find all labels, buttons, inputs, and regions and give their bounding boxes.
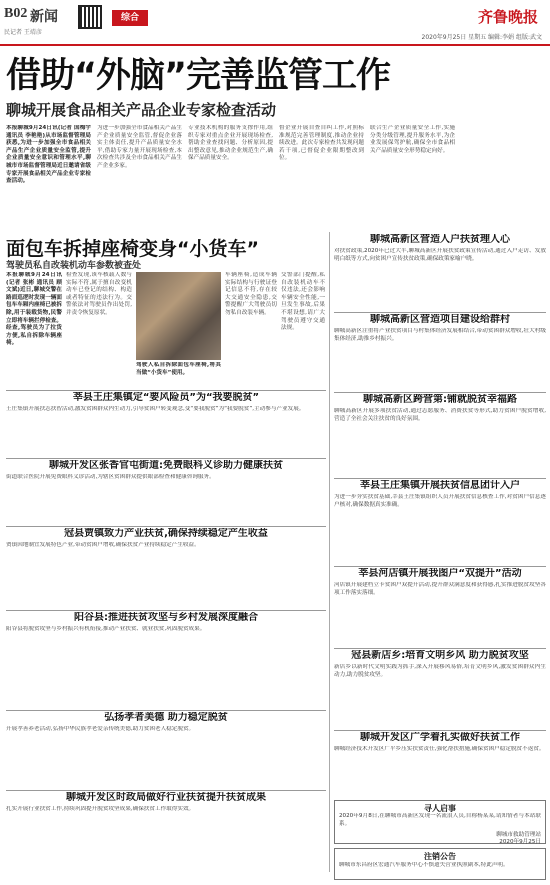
left-b-title: 聊城开发区张香官屯街道:免费眼科义诊助力健康扶贫 xyxy=(49,460,283,471)
ad-box xyxy=(334,800,546,844)
story2-subheadline: 驾驶员私自改装机动车参数被查处 xyxy=(6,261,142,271)
qr-code-icon xyxy=(78,5,102,29)
lead-headline: 借助“外脑”完善监管工作 xyxy=(6,56,391,96)
lead-col-4: 督企业开展自查自纠工作,对照标准规范完善管理制度,推动企业持续改进。此次专家检查共发现问题若干项,已督促企业限期整改到位。 xyxy=(279,125,364,162)
left-b-text: 街道联合医院开展免费眼科义诊活动,为辖区贫困群众提供眼部检查和健康咨询服务。 xyxy=(6,474,215,480)
right-divider-c xyxy=(334,478,546,479)
lead-col-1: 本报聊城9月24日讯(记者 国梅宇 通讯员 李艳艳)从市场监督管理局获悉,为进一步加强全市食品相关产品生产企业质量安全监管,提升企业质量安全意识和管理水平,聊城市市场监督管理局近日邀请省级专家开展食品相关产品企业专家检查活动。 xyxy=(6,125,91,185)
notice-box xyxy=(334,848,546,880)
right-c-text: 聊城高新区开展多项扶贫活动,通过志愿服务、消费扶贫等形式,助力贫困户脱贫增收,营造了全社会关注扶贫的良好氛围。 xyxy=(334,408,546,422)
section-tag-label: 综合 xyxy=(120,13,139,23)
notice-title: 注销公告 xyxy=(424,852,456,861)
left-divider-d xyxy=(6,710,326,711)
story2-photo xyxy=(136,272,221,360)
lead-subheadline: 聊城开展食品相关产品企业专家检查活动 xyxy=(6,101,277,119)
left-c-title: 冠县贾镇致力产业扶贫,确保持续稳定产生收益 xyxy=(64,528,268,539)
ad-date: 2020年9月25日 xyxy=(499,839,541,845)
left-e-text: 开展孝善养老活动,弘扬中华民族孝老爱亲传统美德,助力贫困老人稳定脱贫。 xyxy=(6,726,195,732)
right-divider-b xyxy=(334,392,546,393)
left-f-title: 聊城开发区时政局做好行业扶贫提升扶贫成果 xyxy=(66,792,266,803)
brand-logo: 齐鲁晚报 xyxy=(478,8,539,26)
left-divider-c xyxy=(6,610,326,611)
left-divider-e xyxy=(6,790,326,791)
page-number: B02 xyxy=(4,6,28,21)
right-divider-a xyxy=(334,312,546,313)
left-divider-top xyxy=(6,390,326,391)
right-g-title: 聊城开发区广学着扎实做好扶贫工作 xyxy=(360,732,520,743)
column-divider xyxy=(329,232,330,872)
left-c-text: 贾镇因地制宜发展特色产业,带动贫困户增收,确保扶贫产业持续稳定产生收益。 xyxy=(6,542,200,548)
ad-title: 寻人启事 xyxy=(424,804,456,813)
right-b-title: 聊城高新区营造项目建设给群村 xyxy=(370,314,510,325)
story2-headline: 面包车拆掉座椅变身“小货车” xyxy=(6,238,259,260)
section-tag xyxy=(112,10,148,26)
left-d-title: 阳谷县:推进扶贫攻坚与乡村发展深度融合 xyxy=(74,612,258,623)
right-c-title: 聊城高新区跨营第:铺就脱贫幸福路 xyxy=(363,394,517,405)
right-a-text: 对扶贫政策,2020年已过大半,聊城高新区开展扶贫政策宣传活动,通过入户走访、发放明白纸等方式,向贫困户宣传扶贫政策,确保政策家喻户晓。 xyxy=(334,248,546,262)
right-g-text: 聊城经济技术开发区广平乡压实扶贫责任,强化帮扶措施,确保贫困户稳定脱贫不返贫。 xyxy=(334,746,545,752)
ad-signature: 聊城市救助管理站 xyxy=(496,832,541,838)
right-f-text: 新店乡以新时代文明实践为抓手,深入开展移风易俗,培育文明乡风,激发贫困群众内生动力,助力脱贫攻坚。 xyxy=(334,664,546,678)
left-f-text: 扎实开展行业扶贫工作,持续巩固提升脱贫攻坚成果,确保扶贫工作取得实效。 xyxy=(6,806,195,812)
story2-col-2: 检查发现,该车核载人数与实际不符,属于擅自改变机动车已登记的结构、构造或者特征的违法行为。交警依法对驾驶员作出处罚,并责令恢复原状。 xyxy=(66,272,132,316)
right-divider-f xyxy=(334,730,546,731)
section-name: 新闻 xyxy=(30,9,58,25)
story2-photo-caption: 驾驶人私自拆除面包车座椅,将其当做“小货车”使用。 xyxy=(136,362,221,376)
date-line: 2020年9月25日 星期五 编辑:李娟 组版:武文 xyxy=(421,34,542,41)
right-e-title: 莘县河店镇开展我图户“双提升”活动 xyxy=(358,568,522,579)
story2-col-4: 交警部门提醒,私自改装机动车不仅违法,还会影响车辆安全性能,一旦发生事故,后果不堪设想,请广大驾驶员遵守交通法规。 xyxy=(281,272,325,332)
left-divider-b xyxy=(6,526,326,527)
lead-col-5: 联合生产企业质量安全工作,实施分类分级管理,提升服务水平,为企业发展保驾护航,确保全市食品相关产品质量安全形势稳定向好。 xyxy=(370,125,455,154)
right-e-text: 河店镇开展建档立卡贫困户双提升活动,提升群众满意度和获得感,扎实推进脱贫攻坚各项工作落实落细。 xyxy=(334,582,546,596)
left-a-text: 王庄集镇开展扶志扶智活动,激发贫困群众内生动力,引导贫困户转变观念,变“要我脱贫”为“我要脱贫”,主动参与产业发展。 xyxy=(6,406,305,412)
lead-col-2: 为进一步加强全市食品相关产品生产企业质量安全监管,督促企业落实主体责任,提升产品质量安全水平,借助专家力量开展现场检查,本次检查共涉及全市食品相关产品生产企业多家。 xyxy=(97,125,182,169)
right-f-title: 冠县新店乡:培育文明乡风 助力脱贫攻坚 xyxy=(351,650,529,661)
right-b-text: 聊城高新区注重将产业扶贫项目与村集体经济发展相结合,带动贫困群众增收,壮大村级集体经济,助推乡村振兴。 xyxy=(334,328,546,342)
left-divider-a xyxy=(6,458,326,459)
left-e-title: 弘扬孝者美德 助力稳定脱贫 xyxy=(104,712,228,723)
left-d-text: 阳谷县将脱贫攻坚与乡村振兴有机衔接,推动产业扶贫、就业扶贫,巩固脱贫成果。 xyxy=(6,626,206,632)
story2-col-3: 车辆座椅,造成车辆实际结构与行驶证登记信息不符,存在较大交通安全隐患,交警提醒广大驾驶员切勿私自改装车辆。 xyxy=(225,272,277,316)
right-divider-e xyxy=(334,648,546,649)
right-d-title: 莘县王庄集镇开展扶贫信息团计入户 xyxy=(360,480,520,491)
left-a-title: 莘县王庄集镇定“要风险员”为“我要脱贫” xyxy=(72,392,260,403)
right-divider-d xyxy=(334,566,546,567)
lead-col-3: 专业技术机构的服务支撑作用,组织专家对重点企业开展现场检查,帮助企业查找问题、分析原因,提出整改意见,推动企业规范生产,确保产品质量安全。 xyxy=(188,125,273,162)
ad-text: 2020年9月8日,在聊城市高新区发现一名流浪人员,自称杨某某,请知情者与本站联系。 xyxy=(339,813,541,827)
masthead-rule xyxy=(0,44,550,46)
right-a-title: 聊城高新区营造人户扶贫理人心 xyxy=(370,234,510,245)
masthead xyxy=(0,0,550,46)
notice-text: 聊城市东昌府区宏通汽车服务中心不慎遗失营业执照副本,特此声明。 xyxy=(339,862,509,868)
story2-col-1: 本报聊城9月24日讯(记者 张彬 通讯员 顾文斌)近日,聊城交警在路面巡逻时发现一辆面包车车厢内座椅已被拆除,用于装载货物,民警立即将车辆拦停检查。经查,驾驶员为了拉货方便,私自拆除车辆座椅。 xyxy=(6,272,62,347)
right-d-text: 为进一步夯实扶贫基础,莘县王庄集镇组织人员开展扶贫信息核查工作,对贫困户信息逐户核对,确保数据真实准确。 xyxy=(334,494,546,508)
masthead-subline: 民记者 王靖彦 xyxy=(4,29,42,36)
